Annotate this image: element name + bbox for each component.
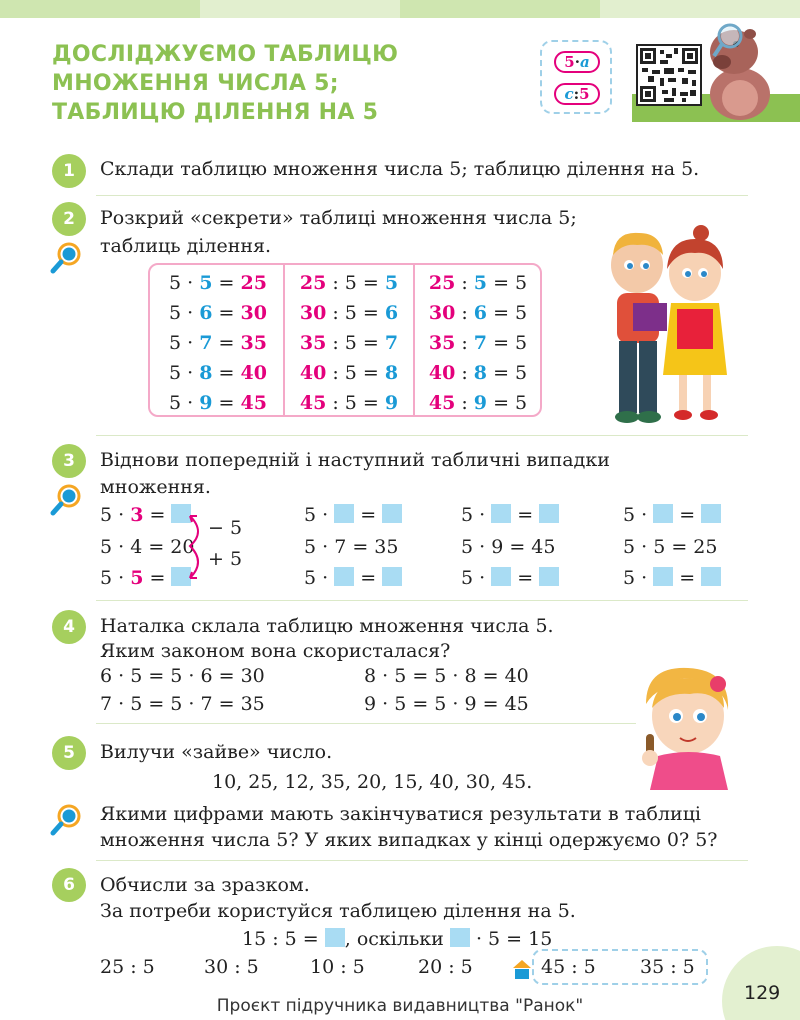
table-cell-part: · xyxy=(181,362,200,384)
table-cell-part: = xyxy=(212,392,241,414)
table-cell-part: 35 xyxy=(428,332,456,354)
table-row xyxy=(287,358,411,388)
task6-item: 10 : 5 xyxy=(310,956,365,978)
known-equation: 5 · 7 = 35 xyxy=(304,536,399,558)
table-cell-part: 5 xyxy=(515,392,528,414)
table-cell-part: 5 xyxy=(473,272,488,294)
task-number-5: 5 xyxy=(52,736,86,770)
mult-formula-pill xyxy=(554,51,600,73)
table-cell-part: 5 xyxy=(169,272,182,294)
table-cell-part: : xyxy=(455,362,474,384)
plus-five-label: + 5 xyxy=(208,548,243,570)
table-divider xyxy=(283,265,285,415)
divider xyxy=(96,600,748,601)
table-row xyxy=(416,268,540,298)
task4-equation: 6 · 5 = 5 · 6 = 30 xyxy=(100,665,265,687)
equals-sign: = xyxy=(354,504,383,526)
example-factor: 5 xyxy=(100,567,113,589)
task4-line-1: Наталка склала таблицю множення числа 5. xyxy=(100,615,554,637)
task-number-3: 3 xyxy=(52,444,86,478)
task4-equation: 9 · 5 = 5 · 9 = 45 xyxy=(364,693,529,715)
table-cell-part: : xyxy=(326,362,345,384)
divider xyxy=(96,723,636,724)
mult-formula-a: 5 xyxy=(564,53,575,71)
table-cell-part: 5 xyxy=(169,362,182,384)
table-cell-part: = xyxy=(212,272,241,294)
table-cell-part: 35 xyxy=(299,332,327,354)
table-cell-part: 35 xyxy=(240,332,267,354)
div-formula-a: c xyxy=(564,85,574,103)
table-cell-part: · xyxy=(181,302,200,324)
table-cell-part: 6 xyxy=(473,302,488,324)
divider xyxy=(96,435,748,436)
known-equation: 5 · 5 = 25 xyxy=(623,536,718,558)
answer-box[interactable] xyxy=(382,504,402,523)
blank-equation xyxy=(304,564,402,592)
task-number-4: 4 xyxy=(52,610,86,644)
table-cell-part: 5 xyxy=(169,332,182,354)
blank-equation xyxy=(623,501,721,529)
example-row-1: 5 · 3 = xyxy=(100,501,191,529)
table-row xyxy=(156,388,280,418)
page-number: 129 xyxy=(744,982,781,1004)
equals-sign: = xyxy=(354,567,383,589)
formula-badge xyxy=(540,40,612,114)
capybara-mascot-icon xyxy=(700,22,776,122)
curved-arrows-icon xyxy=(184,510,210,584)
table-cell-part: 5 xyxy=(344,332,357,354)
table-cell-part: = xyxy=(212,302,241,324)
table-row xyxy=(156,358,280,388)
table-cell-part: 25 xyxy=(299,272,327,294)
table-cell-part: 45 xyxy=(428,392,456,414)
table-row xyxy=(416,328,540,358)
table-cell-part: = xyxy=(356,302,385,324)
mult-table-column xyxy=(156,268,280,415)
blank-equation-factor: 5 · xyxy=(304,504,335,526)
example-factor: 5 xyxy=(100,504,113,526)
blank-equation-factor: 5 · xyxy=(304,567,335,589)
example-factor-highlight: 5 xyxy=(130,567,144,589)
table-cell-part: 40 xyxy=(240,362,267,384)
table-cell-part: = xyxy=(212,362,241,384)
table-cell-part: 5 xyxy=(384,272,399,294)
answer-box[interactable] xyxy=(334,504,354,523)
equals-sign: = xyxy=(511,567,540,589)
table-row xyxy=(287,298,411,328)
div-table-column-1 xyxy=(287,268,411,415)
children-illustration xyxy=(605,225,735,430)
example-factor-highlight: 3 xyxy=(130,504,144,526)
answer-box[interactable] xyxy=(382,567,402,586)
qr-code-icon xyxy=(638,46,700,104)
table-cell-part: : xyxy=(455,272,474,294)
title-line-2: МНОЖЕННЯ ЧИСЛА 5; xyxy=(52,71,339,96)
table-cell-part: 25 xyxy=(240,272,267,294)
divider xyxy=(96,860,748,861)
table-cell-part: 30 xyxy=(428,302,456,324)
top-color-bar xyxy=(0,0,800,18)
blank-equation-factor: 5 · xyxy=(461,567,492,589)
blank-equation xyxy=(623,564,721,592)
table-cell-part: 5 xyxy=(515,362,528,384)
girl-illustration xyxy=(632,664,742,790)
table-cell-part: 5 xyxy=(515,302,528,324)
table-row xyxy=(416,358,540,388)
div-formula-op: : xyxy=(573,85,580,103)
table-cell-part: 9 xyxy=(473,392,488,414)
table-cell-part: = xyxy=(356,362,385,384)
task2-line-1: Розкрий «секрети» таблиці множення числа 5; xyxy=(100,207,577,229)
table-cell-part: 5 xyxy=(515,332,528,354)
divider xyxy=(96,195,748,196)
equals-sign: = xyxy=(673,567,702,589)
table-cell-part: 8 xyxy=(199,362,213,384)
task6-line-2: За потреби користуйся таблицею ділення на 5. xyxy=(100,900,576,922)
table-cell-part: = xyxy=(212,332,241,354)
task4-line-2: Яким законом вона скористалася? xyxy=(100,640,451,662)
minus-five-label: − 5 xyxy=(208,517,243,539)
page-title xyxy=(52,40,472,127)
blank-equation-factor: 5 · xyxy=(623,504,654,526)
table-cell-part: 7 xyxy=(473,332,488,354)
table-cell-part: 6 xyxy=(384,302,399,324)
div-table-column-2 xyxy=(416,268,540,415)
task6-item: 35 : 5 xyxy=(640,956,695,978)
task5-text: Вилучи «зайве» число. xyxy=(100,741,333,763)
magnifier-icon xyxy=(48,240,84,276)
magnifier-icon xyxy=(48,802,84,838)
task4-equation: 8 · 5 = 5 · 8 = 40 xyxy=(364,665,529,687)
table-cell-part: 9 xyxy=(384,392,399,414)
table-cell-part: : xyxy=(455,332,474,354)
table-cell-part: 5 xyxy=(169,392,182,414)
qr-code[interactable] xyxy=(636,44,702,106)
div-formula-pill xyxy=(554,83,600,105)
task2-line-2: таблиць ділення. xyxy=(100,235,272,257)
mult-formula-b: a xyxy=(579,53,590,71)
table-cell-part: = xyxy=(487,302,516,324)
sample-check: · 5 = 15 xyxy=(475,928,553,950)
task-number-2: 2 xyxy=(52,202,86,236)
table-cell-part: : xyxy=(326,302,345,324)
table-cell-part: = xyxy=(487,332,516,354)
task6-item: 45 : 5 xyxy=(541,956,596,978)
table-cell-part: 5 xyxy=(344,302,357,324)
table-row xyxy=(287,328,411,358)
table-cell-part: · xyxy=(181,332,200,354)
table-cell-part: 7 xyxy=(384,332,399,354)
table-cell-part: 30 xyxy=(240,302,267,324)
magnifier-icon xyxy=(48,482,84,518)
mult-formula-op: · xyxy=(574,53,580,71)
answer-box[interactable] xyxy=(701,567,721,586)
table-row xyxy=(156,328,280,358)
task-number-1: 1 xyxy=(52,154,86,188)
home-task-icon xyxy=(512,958,532,980)
table-cell-part: = xyxy=(356,332,385,354)
answer-box[interactable] xyxy=(539,567,559,586)
table-cell-part: 7 xyxy=(199,332,213,354)
answer-box[interactable] xyxy=(701,504,721,523)
table-cell-part: : xyxy=(455,302,474,324)
equals-sign: = xyxy=(673,504,702,526)
answer-box[interactable] xyxy=(539,504,559,523)
table-row xyxy=(156,298,280,328)
task-number-6: 6 xyxy=(52,868,86,902)
task5-question-2: множення числа 5? У яких випадках у кінці одержуємо 0? 5? xyxy=(100,829,718,851)
table-row xyxy=(287,388,411,418)
task6-line-1: Обчисли за зразком. xyxy=(100,874,310,896)
table-row xyxy=(287,268,411,298)
table-cell-part: 25 xyxy=(428,272,456,294)
answer-box[interactable] xyxy=(334,567,354,586)
table-cell-part: = xyxy=(356,272,385,294)
table-cell-part: 8 xyxy=(473,362,488,384)
example-row-2: 5 · 4 = 20 xyxy=(100,536,195,558)
task4-equation: 7 · 5 = 5 · 7 = 35 xyxy=(100,693,265,715)
task6-item: 25 : 5 xyxy=(100,956,155,978)
blank-equation xyxy=(461,501,559,529)
table-cell-part: : xyxy=(326,392,345,414)
table-cell-part: 9 xyxy=(199,392,213,414)
answer-box[interactable] xyxy=(450,928,470,947)
table-row xyxy=(156,268,280,298)
task3-line-2: множення. xyxy=(100,476,211,498)
div-formula-b: 5 xyxy=(579,85,590,103)
footer-text: Проєкт підручника видавництва "Ранок" xyxy=(216,996,584,1016)
task5-numbers: 10, 25, 12, 35, 20, 15, 40, 30, 45. xyxy=(212,771,533,793)
sample-because: , оскільки xyxy=(344,928,444,950)
title-line-1: ДОСЛІДЖУЄМО ТАБЛИЦЮ xyxy=(52,42,399,67)
task6-item: 20 : 5 xyxy=(418,956,473,978)
title-line-3: ТАБЛИЦЮ ДІЛЕННЯ НА 5 xyxy=(52,100,379,125)
table-cell-part: 30 xyxy=(299,302,327,324)
multiplication-division-table xyxy=(148,263,542,417)
table-cell-part: · xyxy=(181,392,200,414)
task6-item: 30 : 5 xyxy=(204,956,259,978)
table-cell-part: = xyxy=(356,392,385,414)
table-cell-part: 6 xyxy=(199,302,213,324)
table-cell-part: · xyxy=(181,272,200,294)
table-cell-part: 5 xyxy=(344,362,357,384)
sample-expression: 15 : 5 = xyxy=(242,928,319,950)
blank-equation xyxy=(304,501,402,529)
table-cell-part: = xyxy=(487,362,516,384)
table-cell-part: 40 xyxy=(299,362,327,384)
answer-box[interactable] xyxy=(491,567,511,586)
answer-box[interactable] xyxy=(325,928,345,947)
table-cell-part: 40 xyxy=(428,362,456,384)
table-cell-part: : xyxy=(455,392,474,414)
task6-sample xyxy=(242,925,552,953)
table-cell-part: : xyxy=(326,272,345,294)
table-cell-part: = xyxy=(487,272,516,294)
table-cell-part: = xyxy=(487,392,516,414)
blank-equation-factor: 5 · xyxy=(461,504,492,526)
task5-question-1: Якими цифрами мають закінчуватися результати в таблиці xyxy=(100,803,702,825)
answer-box[interactable] xyxy=(653,504,673,523)
blank-equation xyxy=(461,564,559,592)
table-cell-part: 5 xyxy=(344,272,357,294)
blank-equation-factor: 5 · xyxy=(623,567,654,589)
table-cell-part: 45 xyxy=(299,392,327,414)
task1-text: Склади таблицю множення числа 5; таблицю ділення на 5. xyxy=(100,158,700,180)
table-cell-part: 8 xyxy=(384,362,399,384)
table-cell-part: 5 xyxy=(515,272,528,294)
table-row xyxy=(416,298,540,328)
table-cell-part: : xyxy=(326,332,345,354)
answer-box[interactable] xyxy=(491,504,511,523)
table-cell-part: 5 xyxy=(169,302,182,324)
table-cell-part: 45 xyxy=(240,392,267,414)
task3-line-1: Віднови попередній і наступний табличні випадки xyxy=(100,449,610,471)
table-row xyxy=(416,388,540,418)
table-cell-part: 5 xyxy=(344,392,357,414)
answer-box[interactable] xyxy=(653,567,673,586)
equals-sign: = xyxy=(511,504,540,526)
known-equation: 5 · 9 = 45 xyxy=(461,536,556,558)
table-cell-part: 5 xyxy=(199,272,213,294)
example-row-3: 5 · 5 = xyxy=(100,564,191,592)
table-divider xyxy=(413,265,415,415)
